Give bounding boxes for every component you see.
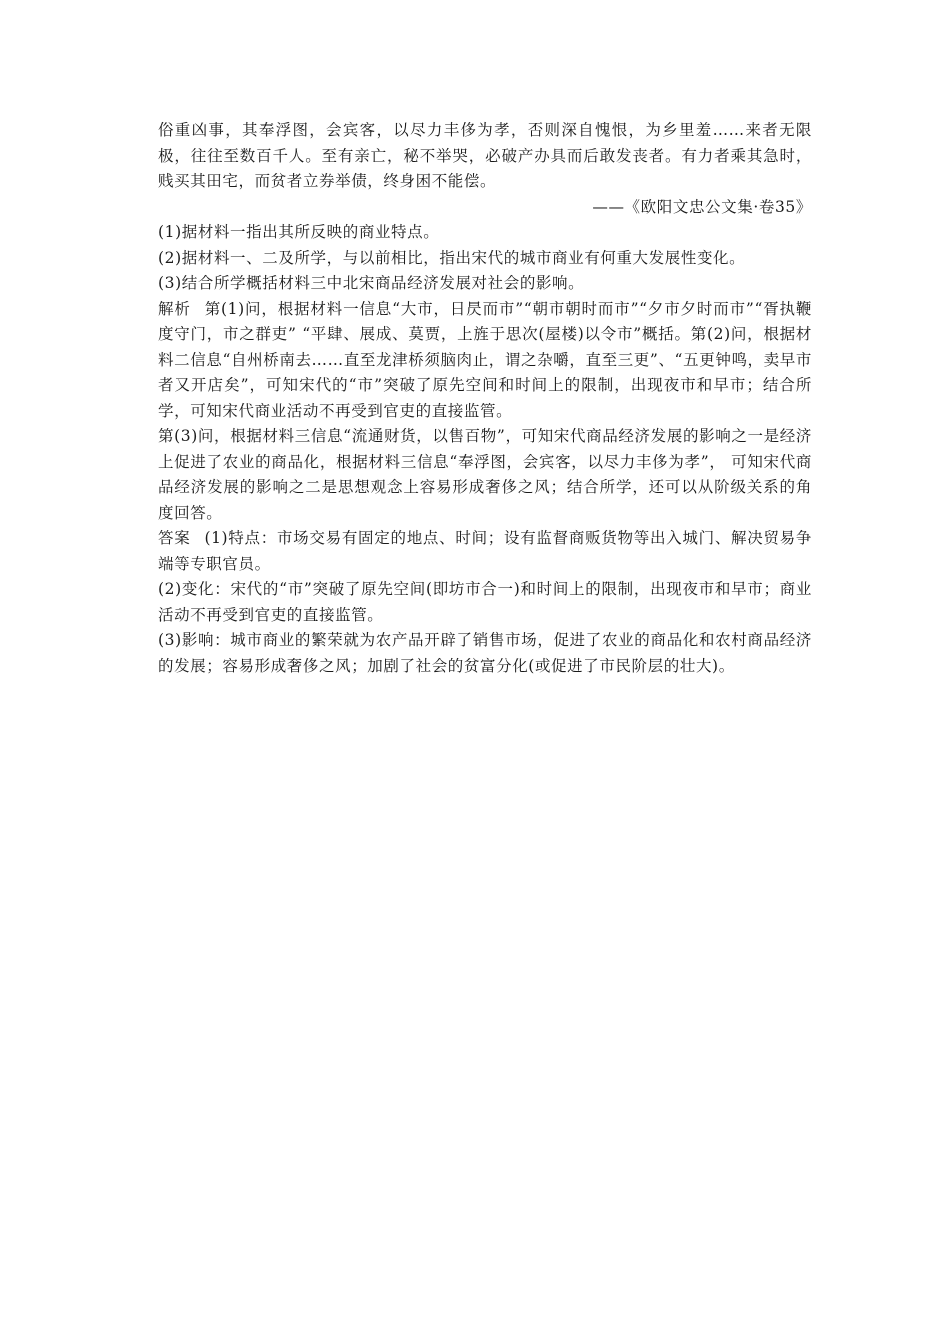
answer-item-1 (158, 526, 812, 577)
analysis-label: 解析 (158, 299, 191, 318)
material-three-text: 俗重凶事，其奉浮图，会宾客，以尽力丰侈为孝，否则深自愧恨，为乡里羞……来者无限极，往往至数百千人。至有亲亡，秘不举哭，必破产办具而后敢发丧者。有力者乘其急时，贱买其田宅，而贫者立券举债，终身困不能偿。 (158, 121, 812, 190)
question-1: (1)据材料一指出其所反映的商业特点。 (158, 223, 440, 241)
material-three-source: ——《欧阳文忠公文集·卷35》 (592, 197, 812, 216)
answer-item-1-text: (1)特点：市场交易有固定的地点、时间；设有监督商贩货物等出入城门、解决贸易争端等专职官员。 (158, 529, 812, 573)
answer-label: 答案 (158, 529, 191, 547)
answer-item-3: (3)影响：城市商业的繁荣就为农产品开辟了销售市场，促进了农业的商品化和农村商品经济的发展；容易形成奢侈之风；加剧了社会的贫富分化(或促进了市民阶层的壮大)。 (158, 631, 812, 675)
answer-item-2: (2)变化：宋代的“市”突破了原先空间(即坊市合一)和时间上的限制，出现夜市和早市；商业活动不再受到官吏的直接监管。 (158, 580, 812, 624)
analysis-part-2: 第(3)问，根据材料三信息“流通财货，以售百物”，可知宋代商品经济发展的影响之一是经济上促进了农业的商品化，根据材料三信息“奉浮图，会宾客，以尽力丰侈为孝”， 可知宋代商品经济发展的影响之二是思想观念上容易形成奢侈之风；结合所学，还可以从阶级关系的角度回答。 (158, 427, 812, 522)
analysis-part-1-text: 第(1)问，根据材料一信息“大市，日昃而市”“朝市朝时而市”“夕市夕时而市”“胥执鞭度守门，市之群吏” “平肆、展成、莫贾，上旌于思次(屋楼)以令市”概括。第(2)问，根据材料二信息“自州桥南去……直至龙津桥须脑肉止，谓之杂嚼，直至三更”、“五更钟鸣，卖早市者又开店矣”，可知宋代的“市”突破了原先空间和时间上的限制，出现夜市和早市；结合所学，可知宋代商业活动不再受到官吏的直接监管。 (158, 299, 812, 420)
question-3: (3)结合所学概括材料三中北宋商品经济发展对社会的影响。 (158, 274, 585, 292)
analysis-part-1 (158, 297, 812, 425)
document-page (158, 118, 812, 679)
question-2: (2)据材料一、二及所学，与以前相比，指出宋代的城市商业有何重大发展性变化。 (158, 248, 746, 267)
